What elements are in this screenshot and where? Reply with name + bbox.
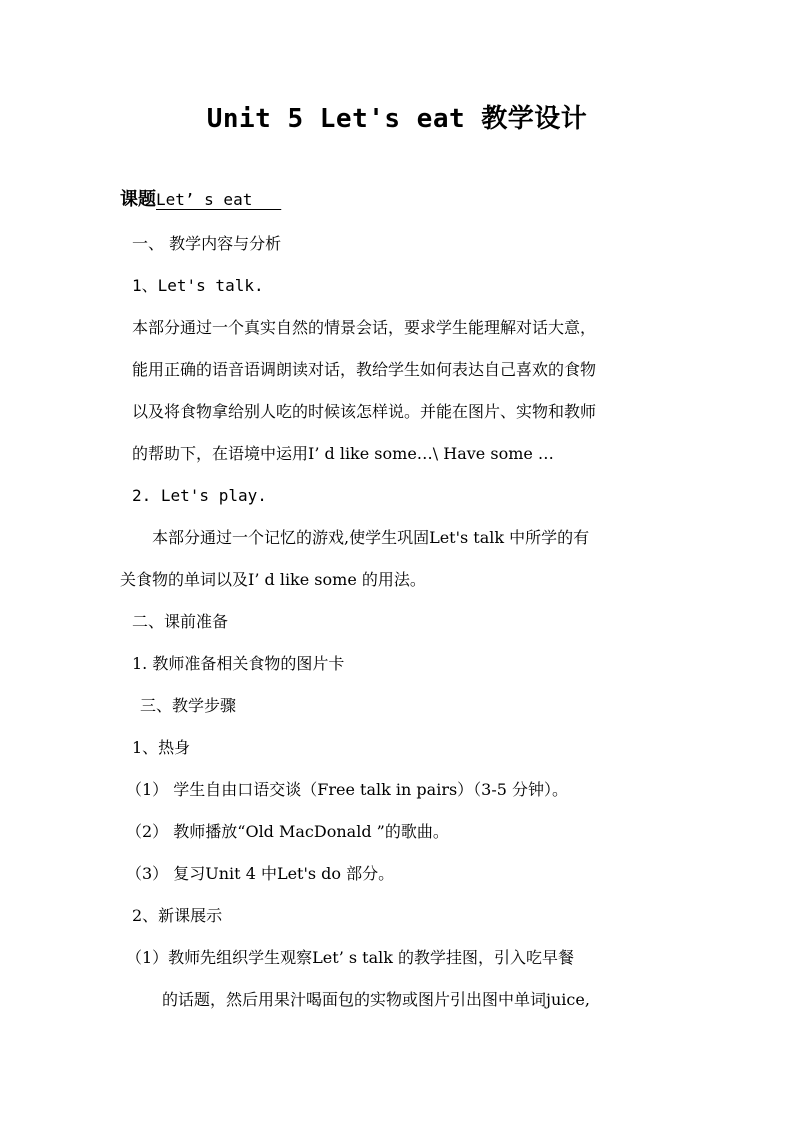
paragraph-line: 以及将食物拿给别人吃的时候该怎样说。并能在图片、实物和教师	[132, 402, 597, 421]
list-item: 1. 教师准备相关食物的图片卡	[132, 654, 345, 673]
paragraph-line: 本部分通过一个记忆的游戏,使学生巩固Let's talk 中所学的有	[152, 528, 590, 547]
paragraph-line: 能用正确的语音语调朗读对话，教给学生如何表达自己喜欢的食物	[132, 360, 597, 379]
paragraph-line: 本部分通过一个真实自然的情景会话，要求学生能理解对话大意，	[132, 318, 597, 337]
subheading-lets-play: 2. Let's play.	[132, 486, 267, 505]
topic-label: 课题	[120, 189, 156, 210]
list-item: （1）教师先组织学生观察Let’ s talk 的教学挂图，引入吃早餐	[126, 948, 575, 967]
list-item: （2） 教师播放“Old MacDonald ”的歌曲。	[126, 822, 449, 841]
subheading-warm-up: 1、热身	[132, 738, 191, 757]
paragraph-line: 的帮助下，在语境中运用I’ d like some…\ Have some …	[132, 444, 554, 463]
document-title: Unit 5 Let's eat 教学设计	[206, 104, 588, 134]
section-heading-content-analysis: 一、 教学内容与分析	[132, 234, 282, 253]
paragraph-line: 关食物的单词以及I’ d like some 的用法。	[120, 570, 426, 589]
section-heading-steps: 三、教学步骤	[140, 696, 237, 715]
subheading-new-lesson: 2、新课展示	[132, 906, 223, 925]
topic-line	[120, 190, 281, 210]
subheading-lets-talk: 1、Let's talk.	[132, 276, 264, 295]
section-heading-preparation: 二、课前准备	[132, 612, 229, 631]
list-item: （1） 学生自由口语交谈（Free talk in pairs）（3-5 分钟）。	[126, 780, 569, 799]
topic-value: Let’ s eat	[156, 190, 282, 209]
list-item: （3） 复习Unit 4 中Let's do 部分。	[126, 864, 395, 883]
paragraph-line: 的话题，然后用果汁喝面包的实物或图片引出图中单词juice,	[162, 990, 590, 1009]
